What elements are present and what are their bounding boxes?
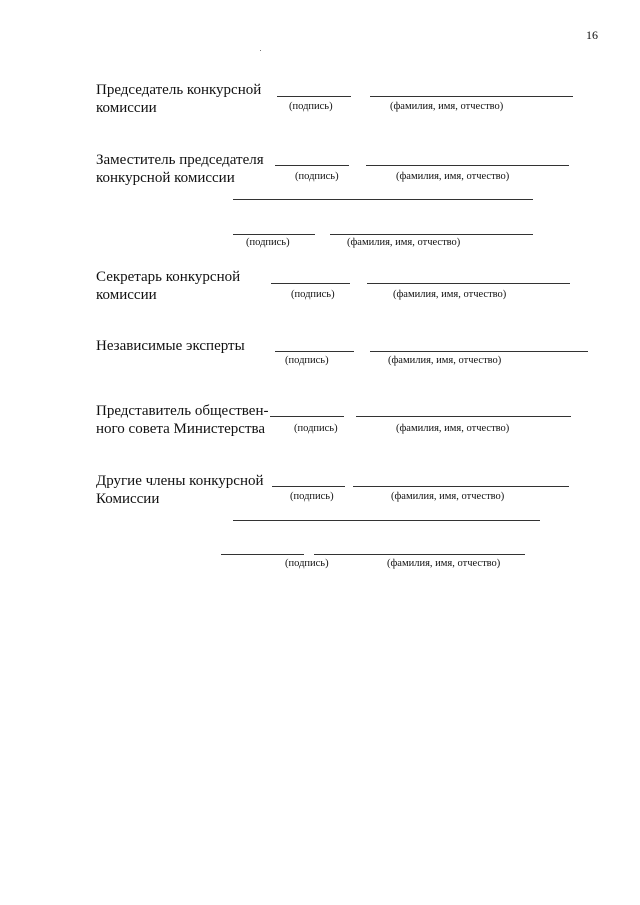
members-extra-name-line [314,554,525,555]
chairman-name-caption: (фамилия, имя, отчество) [390,101,504,112]
deputy-name-line [366,165,569,166]
role-deputy-line2: конкурсной комиссии [96,170,235,186]
role-chairman-line1: Председатель конкурсной [96,82,262,98]
secretary-name-caption: (фамилия, имя, отчество) [393,289,507,300]
secretary-signature-caption: (подпись) [291,289,335,300]
secretary-signature-line [271,283,350,284]
deputy-extra-name-caption: (фамилия, имя, отчество) [347,237,461,248]
council-name-line [356,416,571,417]
role-chairman-line2: комиссии [96,100,157,116]
deputy-extra-signature-line [233,234,315,235]
members-name-line [353,486,569,487]
members-signature-caption: (подпись) [290,491,334,502]
experts-name-caption: (фамилия, имя, отчество) [388,355,502,366]
council-signature-caption: (подпись) [294,423,338,434]
members-extra-signature-line [221,554,304,555]
deputy-signature-caption: (подпись) [295,171,339,182]
chairman-name-line [370,96,573,97]
members-extra-name-caption: (фамилия, имя, отчество) [387,558,501,569]
council-name-caption: (фамилия, имя, отчество) [396,423,510,434]
role-council-line2: ного совета Министерства [96,421,266,437]
deputy-extra-name-line [330,234,533,235]
experts-signature-caption: (подпись) [285,355,329,366]
deputy-signature-line [275,165,349,166]
experts-name-line [370,351,588,352]
members-name-caption: (фамилия, имя, отчество) [391,491,505,502]
experts-signature-line [275,351,354,352]
scan-speck [260,50,261,51]
role-secretary-line1: Секретарь конкурсной [96,269,241,285]
page-number: 16 [586,28,598,42]
role-members-line2: Комиссии [96,491,160,507]
members-extra-line [233,520,540,521]
role-experts-line1: Независимые эксперты [96,338,245,354]
role-deputy-line1: Заместитель председателя [96,152,264,168]
council-signature-line [270,416,344,417]
members-extra-signature-caption: (подпись) [285,558,329,569]
deputy-extra-signature-caption: (подпись) [246,237,290,248]
chairman-signature-line [277,96,351,97]
secretary-name-line [367,283,570,284]
role-secretary-line2: комиссии [96,287,157,303]
role-council-line1: Представитель обществен- [96,403,269,419]
deputy-name-caption: (фамилия, имя, отчество) [396,171,510,182]
members-signature-line [272,486,345,487]
chairman-signature-caption: (подпись) [289,101,333,112]
deputy-extra-line [233,199,533,200]
role-members-line1: Другие члены конкурсной [96,473,264,489]
